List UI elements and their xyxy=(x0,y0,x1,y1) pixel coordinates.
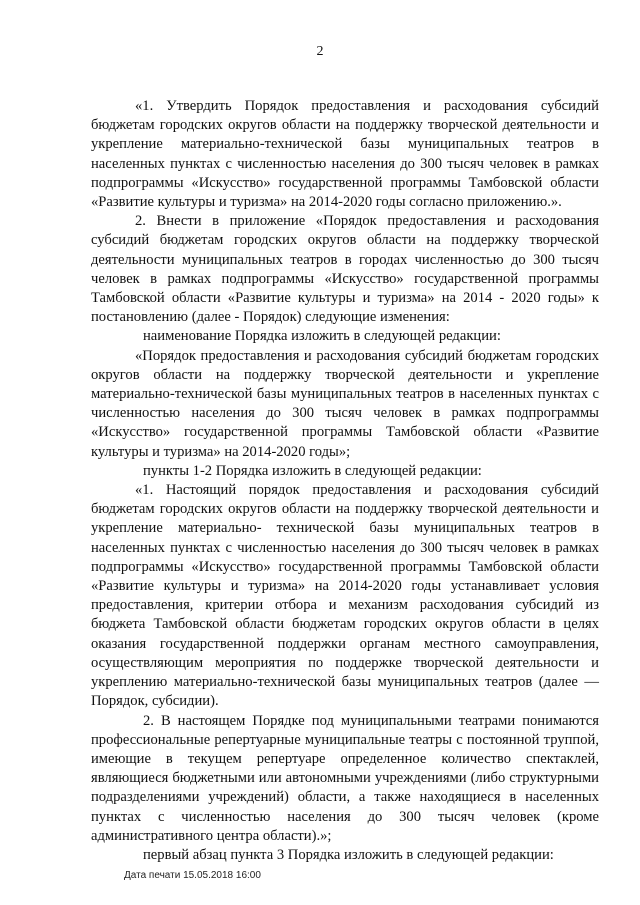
paragraph-6: «1. Настоящий порядок предоставления и расходования субсидий бюджетам городских округов области на поддержку творческой деятельности и укрепление материально- технической базы муниципальных театров в населенных пунктах с численностью населения до 300 тысяч человек в рамках подпрограммы «Искусство» государственной программы Тамбовской области «Развитие культуры и туризма» на 2014-2020 годы устанавливает условия предоставления, критерии отбора и механизм расходования субсидий из бюджета Тамбовской области бюджетам городских округов области в целях оказания государственной поддержки органам местного самоуправления, осуществляющим мероприятия по поддержке творческой деятельности и укреплению материально-технической базы муниципальных театров (далее — Порядок, субсидии). xyxy=(91,482,599,710)
paragraph-1: «1. Утвердить Порядок предоставления и расходования субсидий бюджетам городских округов области на поддержку творческой деятельности и укрепление материально-технической базы муниципальных театров в населенных пунктах с численностью населения до 300 тысяч человек в рамках подпрограммы «Искусство» государственной программы Тамбовской области «Развитие культуры и туризма» на 2014-2020 годы согласно приложению.». xyxy=(91,98,599,211)
paragraph-2: 2. Внести в приложение «Порядок предоставления и расходования субсидий бюджетам городских округов области на поддержку творческой деятельности муниципальных театров в городах численностью до 300 тысяч человек в рамках подпрограммы «Искусство» государственной программы Тамбовской области «Развитие культуры и туризма» на 2014 - 2020 годы» к постановлению (далее - Порядок) следующие изменения: xyxy=(91,213,599,326)
paragraph-5: пункты 1-2 Порядка изложить в следующей редакции: xyxy=(143,462,482,479)
paragraph-7: 2. В настоящем Порядке под муниципальными театрами понимаются профессиональные репертуарные муниципальные театры с постоянной труппой, имеющие в текущем репертуаре определенное количество спектаклей, являющиеся бюджетными или автономными учреждениями (либо структурными подразделениями учреждений) области, а также находящиеся в населенных пунктах с численностью населения до 300 тысяч человек (кроме административного центра области).»; xyxy=(91,712,599,844)
paragraph-8: первый абзац пункта 3 Порядка изложить в следующей редакции: xyxy=(143,846,554,863)
document-body xyxy=(91,97,599,865)
page-number: 2 xyxy=(316,44,324,59)
paragraph-3: наименование Порядка изложить в следующей редакции: xyxy=(143,328,501,345)
print-date-footer: Дата печати 15.05.2018 16:00 xyxy=(124,870,261,881)
paragraph-4: «Порядок предоставления и расходования субсидий бюджетам городских округов области на поддержку творческой деятельности и укрепление материально-технической базы муниципальных театров в населенных пунктах с численностью населения до 300 тысяч человек в рамках подпрограммы «Искусство» государственной программы Тамбовской области «Развитие культуры и туризма» на 2014-2020 годы»; xyxy=(91,347,599,460)
